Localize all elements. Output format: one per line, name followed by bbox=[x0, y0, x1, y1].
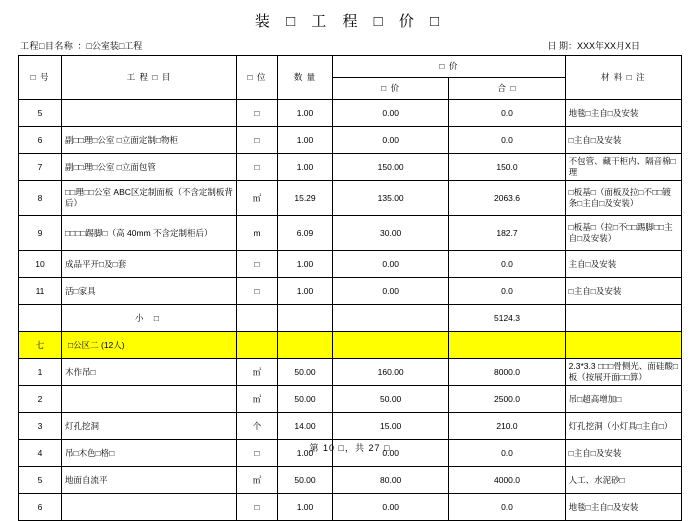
row-unit: □ bbox=[237, 100, 278, 127]
subtotal-price bbox=[333, 305, 449, 332]
row-qty: 1.00 bbox=[278, 251, 333, 278]
row-total-price: 0.0 bbox=[449, 494, 565, 521]
row-unit: □ bbox=[237, 127, 278, 154]
row-name bbox=[62, 100, 237, 127]
row-unit: □ bbox=[237, 494, 278, 521]
table-row bbox=[19, 100, 682, 127]
row-unit: ㎡ bbox=[237, 386, 278, 413]
row-no: 6 bbox=[19, 127, 62, 154]
row-remark: 人工、水泥砂□ bbox=[565, 467, 681, 494]
date-value: XXX年XX月X日 bbox=[576, 41, 640, 51]
page-footer: 第 10 □，共 27 □ bbox=[309, 443, 391, 453]
row-remark: □主自□及安装 bbox=[565, 278, 681, 305]
subtotal-no bbox=[19, 305, 62, 332]
table-row bbox=[19, 278, 682, 305]
table-row bbox=[19, 494, 682, 521]
section-name: □公区二 (12人) bbox=[62, 332, 237, 359]
row-remark: 灯孔挖洞（小灯具□主自□） bbox=[565, 413, 681, 440]
row-name: □□□□踢脚□（高 40mm 不含定制柜后） bbox=[62, 216, 237, 251]
row-no: 4 bbox=[19, 440, 62, 467]
row-total-price: 182.7 bbox=[449, 216, 565, 251]
row-remark: □板基□（拉□不□□踢脚□□主自□及安装） bbox=[565, 216, 681, 251]
subtotal-unit bbox=[237, 305, 278, 332]
row-no: 8 bbox=[19, 181, 62, 216]
row-unit: ㎡ bbox=[237, 181, 278, 216]
section-unit bbox=[237, 332, 278, 359]
header-remark: 材 料 □ 注 bbox=[565, 56, 681, 100]
table-head bbox=[19, 56, 682, 100]
section-price bbox=[333, 332, 449, 359]
table-row bbox=[19, 386, 682, 413]
subtotal-label: 小 □ bbox=[62, 305, 237, 332]
row-total-price: 0.0 bbox=[449, 440, 565, 467]
row-total-price: 4000.0 bbox=[449, 467, 565, 494]
section-no: 七 bbox=[19, 332, 62, 359]
row-remark: 2.3*3.3 □□□骨侧光、面硅酸□板（按展开面□□算） bbox=[565, 359, 681, 386]
row-unit: □ bbox=[237, 154, 278, 181]
row-unit: ㎡ bbox=[237, 467, 278, 494]
document-meta bbox=[18, 39, 682, 55]
section-header-row bbox=[19, 332, 682, 359]
row-name bbox=[62, 494, 237, 521]
row-name: 地面自流平 bbox=[62, 467, 237, 494]
row-no: 10 bbox=[19, 251, 62, 278]
subtotal-total: 5124.3 bbox=[449, 305, 565, 332]
table-row bbox=[19, 359, 682, 386]
date-label: 日 期： bbox=[547, 41, 577, 51]
row-unit-price: 0.00 bbox=[333, 440, 449, 467]
header-unit-price: □ 价 bbox=[333, 78, 449, 100]
table-row bbox=[19, 181, 682, 216]
table-header-row-1 bbox=[19, 56, 682, 78]
table-body bbox=[19, 100, 682, 521]
table-row bbox=[19, 251, 682, 278]
row-name: 木作吊□ bbox=[62, 359, 237, 386]
row-unit: □ bbox=[237, 251, 278, 278]
row-qty: 1.00 bbox=[278, 494, 333, 521]
table-row bbox=[19, 154, 682, 181]
row-unit-price: 0.00 bbox=[333, 100, 449, 127]
table-row bbox=[19, 413, 682, 440]
row-qty: 6.09 bbox=[278, 216, 333, 251]
row-remark: □主自□及安装 bbox=[565, 440, 681, 467]
row-total-price: 150.0 bbox=[449, 154, 565, 181]
row-unit-price: 30.00 bbox=[333, 216, 449, 251]
row-total-price: 2500.0 bbox=[449, 386, 565, 413]
row-name: 吊□木色□格□ bbox=[62, 440, 237, 467]
row-qty: 1.00 bbox=[278, 154, 333, 181]
subtotal-row bbox=[19, 305, 682, 332]
row-no: 3 bbox=[19, 413, 62, 440]
row-total-price: 0.0 bbox=[449, 127, 565, 154]
row-remark: 主自□及安装 bbox=[565, 251, 681, 278]
date-field bbox=[547, 39, 680, 52]
row-total-price: 0.0 bbox=[449, 278, 565, 305]
row-name: 活□家具 bbox=[62, 278, 237, 305]
row-remark: □主自□及安装 bbox=[565, 127, 681, 154]
row-unit-price: 80.00 bbox=[333, 467, 449, 494]
header-total-price: 合 □ bbox=[449, 78, 565, 100]
section-remark bbox=[565, 332, 681, 359]
row-qty: 50.00 bbox=[278, 467, 333, 494]
row-no: 5 bbox=[19, 100, 62, 127]
row-unit: □ bbox=[237, 440, 278, 467]
row-no: 2 bbox=[19, 386, 62, 413]
header-name: 工 程 □ 目 bbox=[62, 56, 237, 100]
row-no: 9 bbox=[19, 216, 62, 251]
row-unit: 个 bbox=[237, 413, 278, 440]
row-name: 副□□理□公室 □立面定制□物柜 bbox=[62, 127, 237, 154]
section-qty bbox=[278, 332, 333, 359]
row-qty: 1.00 bbox=[278, 278, 333, 305]
header-price-group: □ 价 bbox=[333, 56, 566, 78]
row-total-price: 2063.6 bbox=[449, 181, 565, 216]
row-total-price: 0.0 bbox=[449, 100, 565, 127]
row-unit-price: 0.00 bbox=[333, 278, 449, 305]
row-unit-price: 150.00 bbox=[333, 154, 449, 181]
row-qty: 50.00 bbox=[278, 359, 333, 386]
row-unit-price: 0.00 bbox=[333, 251, 449, 278]
row-no: 5 bbox=[19, 467, 62, 494]
row-qty: 1.00 bbox=[278, 127, 333, 154]
project-name-value: ：□公室装□工程 bbox=[77, 41, 143, 51]
project-name-label: 工程□目名称 bbox=[20, 41, 74, 51]
row-total-price: 210.0 bbox=[449, 413, 565, 440]
row-remark: 不包管、藏干柜内、隔音棉□理 bbox=[565, 154, 681, 181]
row-unit-price: 0.00 bbox=[333, 127, 449, 154]
row-qty: 14.00 bbox=[278, 413, 333, 440]
row-name: 成品平开□及□套 bbox=[62, 251, 237, 278]
page-title: 装 □ 工 程 □ 价 □ bbox=[254, 13, 446, 30]
subtotal-qty bbox=[278, 305, 333, 332]
row-no: 6 bbox=[19, 494, 62, 521]
row-no: 7 bbox=[19, 154, 62, 181]
row-remark: 吊□超高增加□ bbox=[565, 386, 681, 413]
row-unit: m bbox=[237, 216, 278, 251]
row-no: 11 bbox=[19, 278, 62, 305]
row-name: 副□□理□公室 □立面包管 bbox=[62, 154, 237, 181]
row-remark: □板基□（面板及拉□不□□镀条□主自□及安装） bbox=[565, 181, 681, 216]
row-unit: □ bbox=[237, 278, 278, 305]
row-unit-price: 135.00 bbox=[333, 181, 449, 216]
section-total bbox=[449, 332, 565, 359]
row-unit: ㎡ bbox=[237, 359, 278, 386]
row-total-price: 8000.0 bbox=[449, 359, 565, 386]
row-no: 1 bbox=[19, 359, 62, 386]
row-name: □□理□□公室 ABC区定制面板（不含定制板背后） bbox=[62, 181, 237, 216]
table-row bbox=[19, 216, 682, 251]
row-unit-price: 15.00 bbox=[333, 413, 449, 440]
row-total-price: 0.0 bbox=[449, 251, 565, 278]
header-unit: □ 位 bbox=[237, 56, 278, 100]
row-remark: 地毯□主自□及安装 bbox=[565, 494, 681, 521]
row-qty: 1.00 bbox=[278, 100, 333, 127]
row-remark: 地毯□主自□及安装 bbox=[565, 100, 681, 127]
header-no: □ 号 bbox=[19, 56, 62, 100]
row-qty: 15.29 bbox=[278, 181, 333, 216]
table-row bbox=[19, 467, 682, 494]
subtotal-remark bbox=[565, 305, 681, 332]
row-unit-price: 160.00 bbox=[333, 359, 449, 386]
table-row bbox=[19, 127, 682, 154]
row-unit-price: 50.00 bbox=[333, 386, 449, 413]
project-name-field bbox=[20, 39, 142, 52]
header-qty: 数 量 bbox=[278, 56, 333, 100]
row-name bbox=[62, 386, 237, 413]
row-qty: 50.00 bbox=[278, 386, 333, 413]
row-unit-price: 0.00 bbox=[333, 494, 449, 521]
row-qty: 1.00 bbox=[278, 440, 333, 467]
row-name: 灯孔挖洞 bbox=[62, 413, 237, 440]
